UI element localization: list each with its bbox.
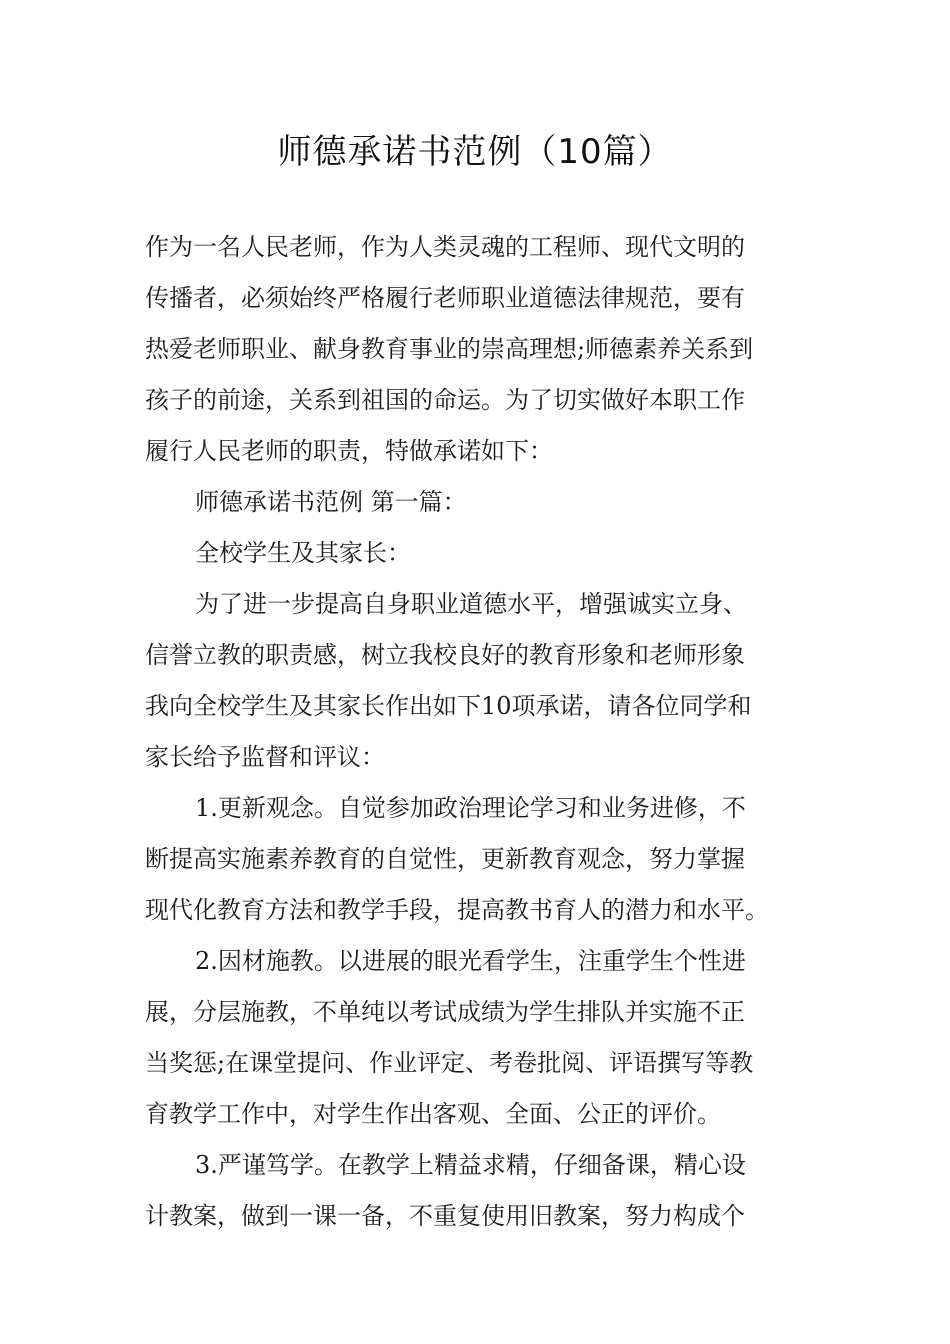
- paragraph-line: 信誉立教的职责感，树立我校良好的教育形象和老师形象: [145, 641, 745, 669]
- paragraph-line: 计教案，做到一课一备，不重复使用旧教案，努力构成个: [145, 1202, 745, 1230]
- paragraph-line: 家长给予监督和评议：: [145, 743, 385, 771]
- paragraph-line: 展，分层施教，不单纯以考试成绩为学生排队并实施不正: [145, 998, 745, 1026]
- document-title: 师德承诺书范例（10篇）: [277, 132, 673, 172]
- paragraph-line: 作为一名人民老师，作为人类灵魂的工程师、现代文明的: [145, 233, 745, 261]
- salutation: 全校学生及其家长：: [195, 539, 411, 567]
- paragraph-line: 孩子的前途，关系到祖国的命运。为了切实做好本职工作: [145, 386, 745, 414]
- paragraph-line: 为了进一步提高自身职业道德水平，增强诚实立身、: [195, 590, 747, 618]
- paragraph-line: 现代化教育方法和教学手段，提高教书育人的潜力和水平。: [145, 896, 769, 924]
- commitment-item-1: 1.更新观念。自觉参加政治理论学习和业务进修，不: [195, 794, 746, 822]
- paragraph-line: 热爱老师职业、献身教育事业的崇高理想;师德素养关系到: [145, 335, 754, 363]
- paragraph-line: 断提高实施素养教育的自觉性，更新教育观念，努力掌握: [145, 845, 745, 873]
- section-heading: 师德承诺书范例 第一篇：: [195, 488, 467, 516]
- commitment-item-2: 2.因材施教。以进展的眼光看学生，注重学生个性进: [195, 947, 746, 975]
- paragraph-line: 传播者，必须始终严格履行老师职业道德法律规范，要有: [145, 284, 745, 312]
- commitment-item-3: 3.严谨笃学。在教学上精益求精，仔细备课，精心设: [195, 1151, 746, 1179]
- paragraph-line: 育教学工作中，对学生作出客观、全面、公正的评价。: [145, 1100, 721, 1128]
- paragraph-line: 当奖惩;在课堂提问、作业评定、考卷批阅、评语撰写等教: [145, 1049, 754, 1077]
- document-body: [145, 222, 811, 1242]
- paragraph-line: 我向全校学生及其家长作出如下10项承诺，请各位同学和: [145, 692, 752, 720]
- paragraph-line: 履行人民老师的职责，特做承诺如下：: [145, 437, 553, 465]
